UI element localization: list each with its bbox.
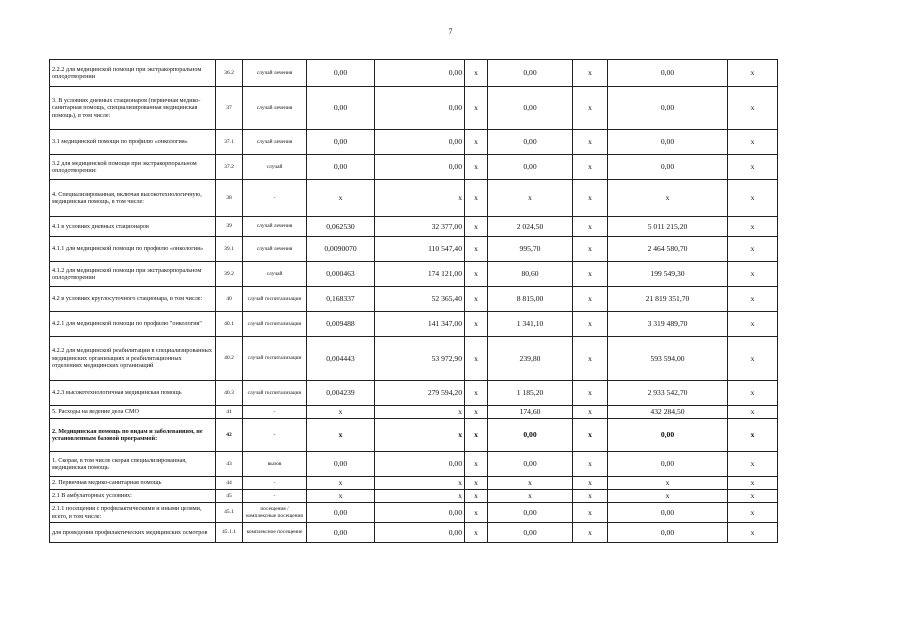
row-code: 45.1 [216,503,243,523]
cell-col-8: х [573,406,608,419]
cell-volume: 0,00 [307,523,375,543]
cell-col-8: х [573,381,608,406]
row-name: 4.2.2 для медицинской реабилитации в специализированных медицинских организациях и реабилитационных отделениях медицинских организаций [50,337,216,381]
row-unit: случай госпитализации [243,381,307,406]
row-name: 2.1 В амбулаторных условиях: [50,490,216,503]
cell-col-6: х [465,87,488,130]
cell-cost: 174 121,00 [375,262,465,287]
cell-col-10: х [728,155,778,180]
row-name: 4.1.2 для медицинской помощи при экстракорпоральном оплодотворении [50,262,216,287]
cell-per-capita: 174,60 [488,406,573,419]
table-row [50,87,778,130]
cell-cost: 0,00 [375,503,465,523]
row-unit: комплексное посещение [243,523,307,543]
cell-col-10: х [728,312,778,337]
row-code: 39 [216,217,243,237]
cell-per-capita: 8 815,00 [488,287,573,312]
cell-cost: 0,00 [375,523,465,543]
cell-per-capita: 0,00 [488,130,573,155]
cell-cost: 0,00 [375,60,465,87]
cell-volume: х [307,406,375,419]
row-name: 4.1.1 для медицинской помощи по профилю «онкология» [50,237,216,262]
cell-col-8: х [573,217,608,237]
cell-col-8: х [573,503,608,523]
row-name: 4.1 в условиях дневных стационаров [50,217,216,237]
row-code: 39.2 [216,262,243,287]
cell-cost: 0,00 [375,87,465,130]
table-row [50,452,778,477]
table-row [50,503,778,523]
cell-col-10: х [728,217,778,237]
table-row [50,406,778,419]
row-name: 3.2 для медицинской помощи при экстракорпоральном оплодотворении: [50,155,216,180]
cell-volume: 0,00 [307,452,375,477]
cell-total: х [608,490,728,503]
cell-total: 2 933 542,70 [608,381,728,406]
cell-volume: 0,00 [307,130,375,155]
cell-volume: 0,000463 [307,262,375,287]
cell-volume: 0,00 [307,60,375,87]
cell-per-capita: 0,00 [488,419,573,452]
cell-col-8: х [573,337,608,381]
row-code: 40.1 [216,312,243,337]
cell-col-6: х [465,337,488,381]
cell-volume: 0,00 [307,155,375,180]
cell-cost: 110 547,40 [375,237,465,262]
cell-total: 3 319 489,70 [608,312,728,337]
row-unit: посещения / комплексные посещения [243,503,307,523]
cell-volume: 0,004443 [307,337,375,381]
cell-volume: 0,004239 [307,381,375,406]
row-name: 3. В условиях дневных стационаров (первичная медико-санитарная помощь, специализированная медицинская помощь), в том числе: [50,87,216,130]
row-unit: случай лечения [243,130,307,155]
cell-cost: х [375,406,465,419]
cell-col-10: х [728,337,778,381]
row-code: 37 [216,87,243,130]
cell-total: 0,00 [608,87,728,130]
cell-per-capita: 2 024,50 [488,217,573,237]
row-code: 40 [216,287,243,312]
row-name: 5. Расходы на ведение дела СМО [50,406,216,419]
cell-total: 593 594,00 [608,337,728,381]
table-row [50,381,778,406]
row-code: 41 [216,406,243,419]
cell-per-capita: 995,70 [488,237,573,262]
cell-col-10: х [728,130,778,155]
row-code: 38 [216,180,243,217]
cell-col-10: х [728,523,778,543]
row-name: 1. Скорая, в том числе скорая специализированная, медицинская помощь [50,452,216,477]
cell-col-8: х [573,452,608,477]
cell-per-capita: х [488,180,573,217]
cell-col-6: х [465,381,488,406]
row-code: 40.3 [216,381,243,406]
cell-col-10: х [728,60,778,87]
row-unit: случай лечения [243,217,307,237]
row-unit: случай [243,155,307,180]
row-name: 2.1.1 посещения с профилактическими и иными целями, всего, в том числе: [50,503,216,523]
cell-col-6: х [465,523,488,543]
cell-col-10: х [728,381,778,406]
row-unit: случай [243,262,307,287]
cell-col-8: х [573,180,608,217]
table-row [50,155,778,180]
cell-col-8: х [573,87,608,130]
row-code: 40.2 [216,337,243,381]
cell-col-6: х [465,490,488,503]
cell-cost: 52 365,40 [375,287,465,312]
row-name: 2. Медицинская помощь по видам и заболеваниям, не установленным базовой программой: [50,419,216,452]
cell-col-6: х [465,287,488,312]
cell-cost: 0,00 [375,130,465,155]
row-name: 4.2.1 для медицинской помощи по профилю "онкология" [50,312,216,337]
cell-total: х [608,477,728,490]
cell-col-8: х [573,312,608,337]
table-row [50,490,778,503]
cell-col-6: х [465,477,488,490]
cell-col-10: х [728,262,778,287]
cell-per-capita: 0,00 [488,523,573,543]
cell-total: 0,00 [608,130,728,155]
cell-col-6: х [465,130,488,155]
row-unit: - [243,477,307,490]
row-unit: случай госпитализации [243,312,307,337]
cell-col-6: х [465,180,488,217]
cell-per-capita: 0,00 [488,87,573,130]
table-row [50,180,778,217]
row-code: 45.1.1 [216,523,243,543]
cell-volume: х [307,180,375,217]
table-row [50,337,778,381]
table-row [50,477,778,490]
cell-col-8: х [573,490,608,503]
table-row [50,60,778,87]
cell-volume: х [307,490,375,503]
row-unit: случай лечения [243,237,307,262]
cell-per-capita: 0,00 [488,452,573,477]
cell-col-8: х [573,130,608,155]
cell-col-6: х [465,419,488,452]
row-name: 2. Первичная медико-санитарная помощь [50,477,216,490]
row-code: 43 [216,452,243,477]
cell-col-8: х [573,419,608,452]
cell-per-capita: 1 341,10 [488,312,573,337]
row-unit: случай госпитализации [243,337,307,381]
cell-volume: х [307,477,375,490]
cell-col-8: х [573,262,608,287]
cell-total: 21 819 351,70 [608,287,728,312]
cell-cost: 279 594,20 [375,381,465,406]
row-unit: - [243,180,307,217]
cell-col-10: х [728,180,778,217]
row-unit: - [243,406,307,419]
cell-col-6: х [465,452,488,477]
cell-col-10: х [728,477,778,490]
cell-cost: х [375,180,465,217]
row-code: 39.1 [216,237,243,262]
cell-col-6: х [465,503,488,523]
cell-cost: х [375,419,465,452]
cell-volume: 0,00 [307,87,375,130]
cell-per-capita: 0,00 [488,503,573,523]
table-row [50,523,778,543]
cell-volume: х [307,419,375,452]
table-row [50,312,778,337]
cell-col-8: х [573,237,608,262]
row-name: 4. Специализированная, включая высокотехнологичную, медицинская помощь, в том числе: [50,180,216,217]
cell-col-8: х [573,155,608,180]
row-code: 37.2 [216,155,243,180]
cell-col-6: х [465,60,488,87]
cell-col-10: х [728,87,778,130]
row-code: 37.1 [216,130,243,155]
table-row [50,130,778,155]
row-name: 3.1 медицинской помощи по профилю «онкология» [50,130,216,155]
cell-per-capita: 239,80 [488,337,573,381]
cell-total: 5 011 215,20 [608,217,728,237]
cell-col-6: х [465,237,488,262]
cell-cost: 0,00 [375,155,465,180]
cell-col-10: х [728,503,778,523]
cell-total: х [608,180,728,217]
cell-col-10: х [728,419,778,452]
cell-per-capita: 0,00 [488,155,573,180]
cell-col-10: х [728,406,778,419]
row-unit: - [243,490,307,503]
cell-cost: х [375,477,465,490]
row-unit: случай лечения [243,60,307,87]
row-code: 44 [216,477,243,490]
cell-col-10: х [728,452,778,477]
cell-total: 0,00 [608,452,728,477]
cell-col-10: х [728,287,778,312]
row-name: для проведения профилактических медицинских осмотров [50,523,216,543]
cell-col-10: х [728,237,778,262]
cell-cost: х [375,490,465,503]
row-unit: случай лечения [243,87,307,130]
table-row [50,262,778,287]
row-unit: случай госпитализации [243,287,307,312]
page-number: 7 [448,27,453,36]
cell-col-6: х [465,217,488,237]
cell-col-8: х [573,523,608,543]
cell-cost: 32 377,00 [375,217,465,237]
cell-per-capita: 80,60 [488,262,573,287]
cell-total: 0,00 [608,503,728,523]
row-code: 45 [216,490,243,503]
cell-total: 0,00 [608,60,728,87]
cell-per-capita: 1 185,20 [488,381,573,406]
row-name: 4.2.3 высокотехнологичная медицинская помощь [50,381,216,406]
cell-col-6: х [465,312,488,337]
row-unit: вызов [243,452,307,477]
cell-per-capita: 0,00 [488,60,573,87]
table-row [50,419,778,452]
cell-total: 0,00 [608,419,728,452]
row-name: 2.2.2 для медицинской помощи при экстракорпоральном оплодотворении [50,60,216,87]
cell-volume: 0,062530 [307,217,375,237]
cell-col-8: х [573,287,608,312]
cell-col-6: х [465,155,488,180]
table-row [50,217,778,237]
cell-per-capita: х [488,490,573,503]
cell-total: 0,00 [608,155,728,180]
cell-volume: 0,0090070 [307,237,375,262]
tariff-table [49,59,778,543]
cell-col-8: х [573,477,608,490]
cell-total: 0,00 [608,523,728,543]
cell-col-6: х [465,262,488,287]
cell-cost: 53 972,90 [375,337,465,381]
cell-col-8: х [573,60,608,87]
table-row [50,237,778,262]
cell-volume: 0,168337 [307,287,375,312]
cell-per-capita: х [488,477,573,490]
row-code: 42 [216,419,243,452]
cell-col-10: х [728,490,778,503]
table-row [50,287,778,312]
cell-total: 432 284,50 [608,406,728,419]
cell-cost: 141 347,00 [375,312,465,337]
cell-total: 199 549,30 [608,262,728,287]
cell-total: 2 464 580,70 [608,237,728,262]
cell-col-6: х [465,406,488,419]
row-unit: - [243,419,307,452]
cell-volume: 0,009488 [307,312,375,337]
row-name: 4.2 в условиях круглосуточного стационара, в том числе: [50,287,216,312]
cell-volume: 0,00 [307,503,375,523]
cell-cost: 0,00 [375,452,465,477]
row-code: 36.2 [216,60,243,87]
